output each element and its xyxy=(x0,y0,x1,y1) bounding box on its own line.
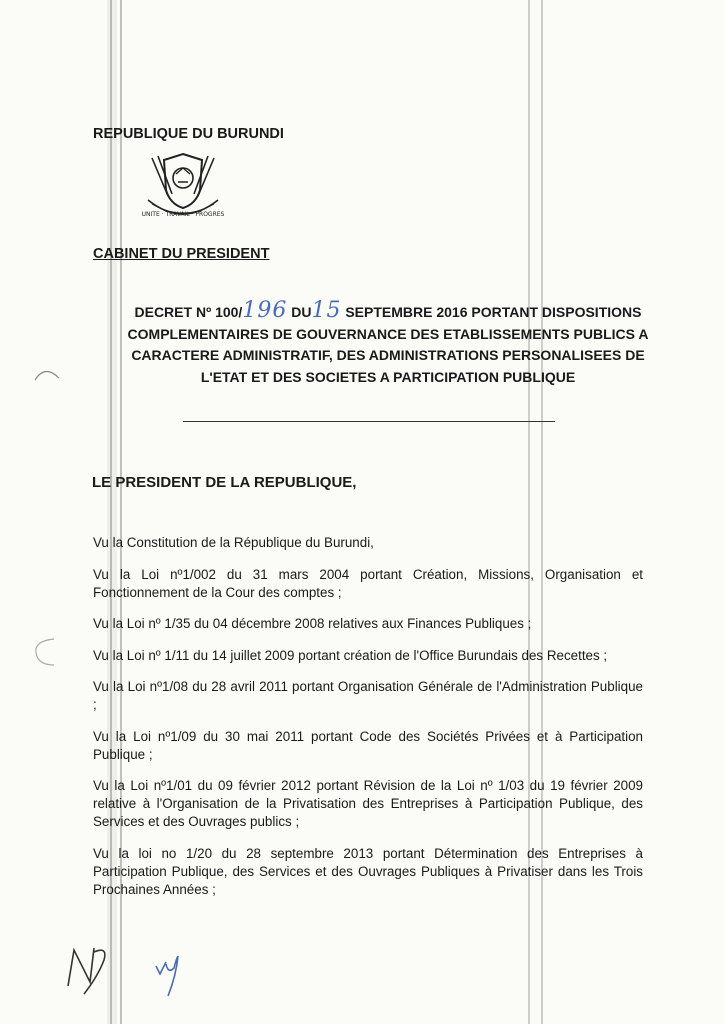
margin-mark-middle xyxy=(30,635,58,669)
handwritten-day: 15 xyxy=(311,298,342,323)
cabinet-heading: CABINET DU PRESIDENT xyxy=(93,246,270,262)
president-heading: LE PRESIDENT DE LA REPUBLIQUE, xyxy=(92,474,357,491)
consideration-item: Vu la Loi nº1/08 du 28 avril 2011 portant Organisation Générale de l'Administration Publique ; xyxy=(93,679,643,712)
decree-title-line-4: L'ETAT ET DES SOCIETES A PARTICIPATION PUBLIQUE xyxy=(200,368,576,385)
coat-of-arms-icon xyxy=(138,150,228,228)
consideration-item: Vu la loi no 1/20 du 28 septembre 2013 portant Détermination des Entreprises à Participation Publique, des Services et des Ouvrages Publiques à Privatiser dans les Trois Prochaines Années ; xyxy=(93,845,643,897)
consideration-item: Vu la Loi nº 1/35 du 04 décembre 2008 relatives aux Finances Publiques ; xyxy=(93,616,532,631)
margin-mark-top xyxy=(33,360,63,384)
handwritten-initial-left xyxy=(64,936,114,996)
title-divider xyxy=(183,421,555,422)
republic-heading: REPUBLIQUE DU BURUNDI xyxy=(93,126,284,142)
decree-title xyxy=(88,300,688,388)
consideration-item: Vu la Constitution de la République du Burundi, xyxy=(93,535,374,550)
consideration-item: Vu la Loi nº1/002 du 31 mars 2004 portant Création, Missions, Organisation et Fonctionnement de la Cour des comptes ; xyxy=(93,566,643,600)
decree-title-line-3: CARACTERE ADMINISTRATIF, DES ADMINISTRATIONS PERSONALISEES DE xyxy=(131,347,645,363)
svg-text:UNITE · TRAVAIL · PROGRES: UNITE · TRAVAIL · PROGRES xyxy=(141,211,225,218)
considerations-list xyxy=(93,534,643,912)
consideration-item: Vu la Loi nº1/01 du 09 février 2012 portant Révision de la Loi nº 1/03 du 19 février 2009 relative à l'Organisation de la Privatisation des Entreprises à Participation Publique, des Services et des Ouvrages publics ; xyxy=(93,778,643,829)
consideration-item: Vu la Loi nº 1/11 du 14 juillet 2009 portant création de l'Office Burundais des Recettes ; xyxy=(93,647,608,663)
handwritten-initial-right xyxy=(150,940,190,1000)
decree-title-line-1: DECRET Nº 100/196 DU15 SEPTEMBRE 2016 PORTANT DISPOSITIONS xyxy=(134,298,642,323)
consideration-item: Vu la Loi nº1/09 du 30 mai 2011 portant Code des Sociétés Privées et à Participation Publique ; xyxy=(93,728,643,762)
handwritten-decree-number: 196 xyxy=(242,298,288,323)
decree-title-line-2: COMPLEMENTAIRES DE GOUVERNANCE DES ETABLISSEMENTS PUBLICS A xyxy=(127,325,649,342)
